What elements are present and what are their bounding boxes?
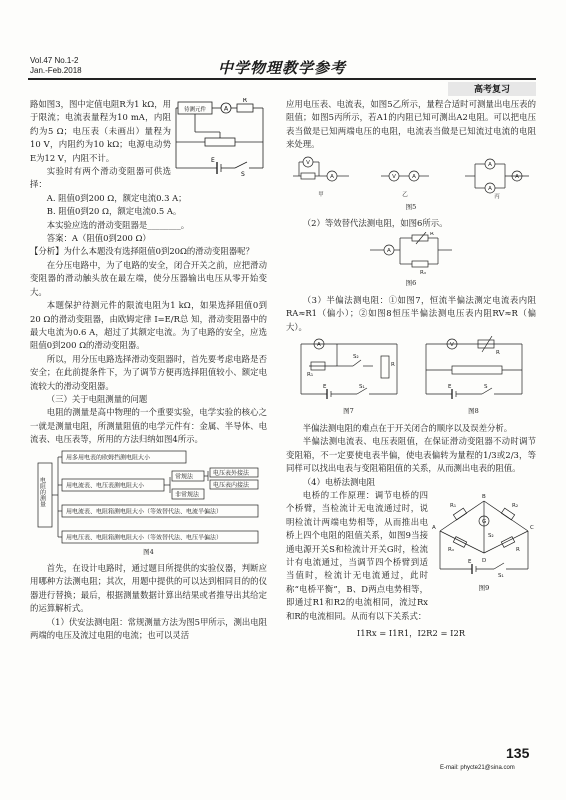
svg-text:R₁: R₁ (306, 372, 313, 379)
figure-6-circuit (366, 232, 456, 276)
left-paragraph-3: 在分压电路中，为了电路的安全，闭合开关之前，应把滑动变阻器的滑动触头放在最左端，使分压器输出电压从零开始变大。 (30, 259, 267, 297)
svg-text:R: R (430, 232, 434, 238)
svg-text:Rₓ: Rₓ (448, 546, 455, 553)
svg-text:V: V (449, 342, 454, 349)
svg-text:D: D (482, 557, 487, 564)
right-paragraph-3: （3）半偏法测电阻：①如图7，恒流半偏法测定电流表内阻RA≈R1（偏小）；②如图8恒压半偏法测电压表内阻RV≈R（偏大）。 (286, 294, 536, 332)
header-rule (28, 78, 536, 80)
answer: 答案：A（阻值0到200 Ω） (46, 233, 151, 244)
figure-5-caption: 图5 (405, 202, 417, 211)
right-paragraph-2: （2）等效替代法测电阻，如图6所示。 (302, 218, 448, 229)
analysis: 【分析】为什么本题没有选择阻值0到20Ω的滑动变阻器呢？ (30, 246, 254, 257)
figure-4-method-map (36, 449, 262, 545)
left-paragraph-6: 电阻的测量是高中物理的一个重要实验，电学实验的核心之一就是测量电阻，所测量阻值的电学元件有：金属、半导体、电流表、电压表等，所用的方法归纳如图4所示。 (30, 407, 267, 445)
svg-text:丙: 丙 (494, 193, 500, 200)
svg-text:A: A (432, 524, 436, 531)
formula: I1Rx = I1R1，I2R2 = I2R (356, 627, 466, 638)
journal-volume: Vol.47 No.1-2 Jan.-Feb.2018 (30, 56, 82, 75)
contact-email: E-mail: phycte21@sina.com (440, 765, 515, 771)
svg-text:电压表内接法: 电压表内接法 (212, 481, 249, 489)
right-column (286, 98, 536, 640)
svg-text:A: A (330, 173, 334, 180)
figure-8-caption: 图8 (468, 407, 479, 416)
figure-6-caption: 图6 (405, 279, 417, 288)
svg-text:S: S (483, 384, 487, 391)
svg-text:A: A (412, 173, 416, 180)
svg-text:C: C (530, 524, 534, 531)
figure-5-circuits (289, 154, 533, 200)
svg-text:用电压表、电阻箱测电阻大小（等效替代法、电压半偏法）: 用电压表、电阻箱测电阻大小（等效替代法、电压半偏法） (65, 534, 222, 542)
svg-text:R: R (495, 350, 500, 357)
figure-3-label: 待测元件 (183, 107, 207, 113)
figure-9-bridge-circuit (432, 491, 536, 577)
svg-text:A: A (223, 105, 229, 113)
right-paragraph-4: 半偏法测电阻的难点在于开关闭合的顺序以及误差分析。 (302, 422, 513, 433)
svg-text:A: A (515, 173, 519, 180)
figure-7-caption: 图7 (343, 407, 354, 416)
svg-text:E: E (211, 157, 215, 164)
svg-text:G: G (482, 518, 487, 525)
svg-text:S₂: S₂ (488, 532, 494, 539)
svg-text:R: R (390, 362, 395, 369)
svg-text:E: E (447, 384, 451, 391)
option-b: B. 阻值0到20 Ω，额定电流0.5 A。 (46, 206, 182, 217)
figure-9-caption: 图9 (478, 584, 490, 593)
left-paragraph-7: 首先，在设计电路时，通过题目所提供的实验仪器，判断应用哪种方法测电阻；其次，用题中提供的可以达到相同目的的仪器进行替换；最后，根据测量数据计算出结果或者推导出其给定的运算解析式。 (30, 562, 267, 614)
section-heading: （三）关于电阻测量的问题 (46, 393, 148, 404)
figure-7-8-row (286, 336, 536, 422)
right-paragraph-7: 电桥的工作原理：调节电桥的四个桥臂，当检流计无电流通过时，说明检流计两端电势相等，从而推出电桥上四个电阻的阻值关系，如图9当接通电源开关S和检流计开关G时，检流计有电流通过，当调节四个桥臂到适当值时，检流计无电流通过，此时称“电桥平衡”，B、D两点电势相等，即通过R1和R2的电流相同，流过Rx和R的电流相同。从而有以下关系式： (286, 489, 428, 621)
svg-text:Rₓ: Rₓ (420, 270, 427, 277)
svg-text:用电流表、电阻箱测电阻大小（等效替代法、电流半偏法）: 用电流表、电阻箱测电阻大小（等效替代法、电流半偏法） (65, 508, 222, 516)
svg-text:A: A (488, 161, 492, 168)
svg-text:R₂: R₂ (512, 502, 519, 509)
svg-text:A: A (387, 248, 391, 255)
svg-text:V: V (392, 173, 396, 180)
figure-4-caption: 图4 (143, 547, 154, 556)
svg-text:A: A (316, 342, 321, 349)
svg-text:非常规法: 非常规法 (174, 491, 199, 499)
svg-text:S: S (241, 171, 245, 176)
right-paragraph-5: 半偏法测电流表、电压表阻值，在保证滑动变阻器不动时调节变阻箱，不一定要使电表半偏，使电表偏转为量程的1/3或2/3，等同样可以找出电表与变阻箱阻值的关系，从而测出电表的阻值。 (286, 436, 536, 474)
right-paragraph-6: （4）电桥法测电阻 (302, 476, 376, 487)
svg-text:S₁: S₁ (498, 572, 504, 577)
figure-8-circuit (422, 336, 526, 400)
journal-title: 中学物理教学参考 (218, 59, 347, 77)
svg-text:R: R (242, 98, 248, 104)
slide-rheostat (205, 138, 235, 146)
svg-text:电压表外接法: 电压表外接法 (212, 469, 249, 477)
svg-text:用多用电表的欧姆挡测电阻大小: 用多用电表的欧姆挡测电阻大小 (65, 454, 150, 462)
svg-text:S₂: S₂ (352, 354, 359, 361)
left-paragraph-2: 实验时有两个滑动变阻器可供选择： (30, 166, 171, 190)
figure-9 (432, 491, 536, 599)
svg-text:B: B (482, 493, 486, 500)
left-paragraph-8: （1）伏安法测电阻：常规测量方法为图5甲所示，测出电阻两端的电压及流过电阻的电流；也可以灵活 (30, 616, 267, 640)
resistor-r (237, 104, 253, 112)
svg-text:R₁: R₁ (450, 502, 457, 509)
figure-3-circuit (175, 98, 267, 176)
svg-text:A: A (488, 185, 492, 192)
right-paragraph-1: 应用电压表、电流表，如图5乙所示，量程合适时可测量出电压表的阻值；如图5丙所示，若A1的内阻已知可测出A2电阻。可以把电压表当做是已知两端电压的电阻，电流表当做是已知流过电流的电阻来处理。 (286, 99, 536, 150)
figure-8 (422, 336, 526, 422)
figure-7 (297, 336, 401, 422)
svg-text:S₁: S₁ (358, 384, 365, 391)
left-paragraph-5: 所以，用分压电路选择滑动变阻器时，首先要考虑电路是否安全；在此前提条件下，为了调节方便再选择阻值较小、额定电流较大的滑动变阻器。 (30, 353, 267, 391)
svg-text:R: R (516, 546, 520, 553)
section-tag: 高考复习 (448, 82, 536, 96)
svg-text:V: V (306, 159, 310, 166)
fig4-root: 电阻的测量 (38, 476, 45, 507)
question: 本实验应选的滑动变阻器是________。 (46, 219, 190, 230)
left-column (30, 98, 267, 642)
svg-text:用电流表、电压表测电阻大小: 用电流表、电压表测电阻大小 (65, 482, 144, 490)
option-a: A. 阻值0到200 Ω，额定电流0.3 A； (46, 192, 187, 203)
figure-7-circuit (297, 336, 401, 400)
page-number: 135 (506, 745, 530, 761)
svg-text:甲: 甲 (318, 191, 324, 198)
svg-text:乙: 乙 (402, 191, 408, 198)
left-paragraph-4: 本题保护待测元件的限流电阻为1 kΩ，如果选择阻值0到20 Ω的滑动变阻器，由欧姆定律 I=E/R总 知，滑动变阻器中的最大电流为0.6 A，超过了其额定电流。为了电路的安全，应选阻值0到200 Ω的滑动变阻器。 (30, 300, 267, 351)
left-paragraph-1: 路如图3，图中定值电阻R为1 kΩ，用于限流；电流表量程为10 mA，内阻约为5 Ω；电压表（未画出）量程为10 V，内阻约为10 kΩ；电源电动势E为12 V，内阻不计。 (30, 99, 171, 163)
svg-text:E: E (322, 384, 326, 391)
svg-text:常规法: 常规法 (174, 473, 193, 481)
svg-text:E: E (468, 558, 472, 565)
